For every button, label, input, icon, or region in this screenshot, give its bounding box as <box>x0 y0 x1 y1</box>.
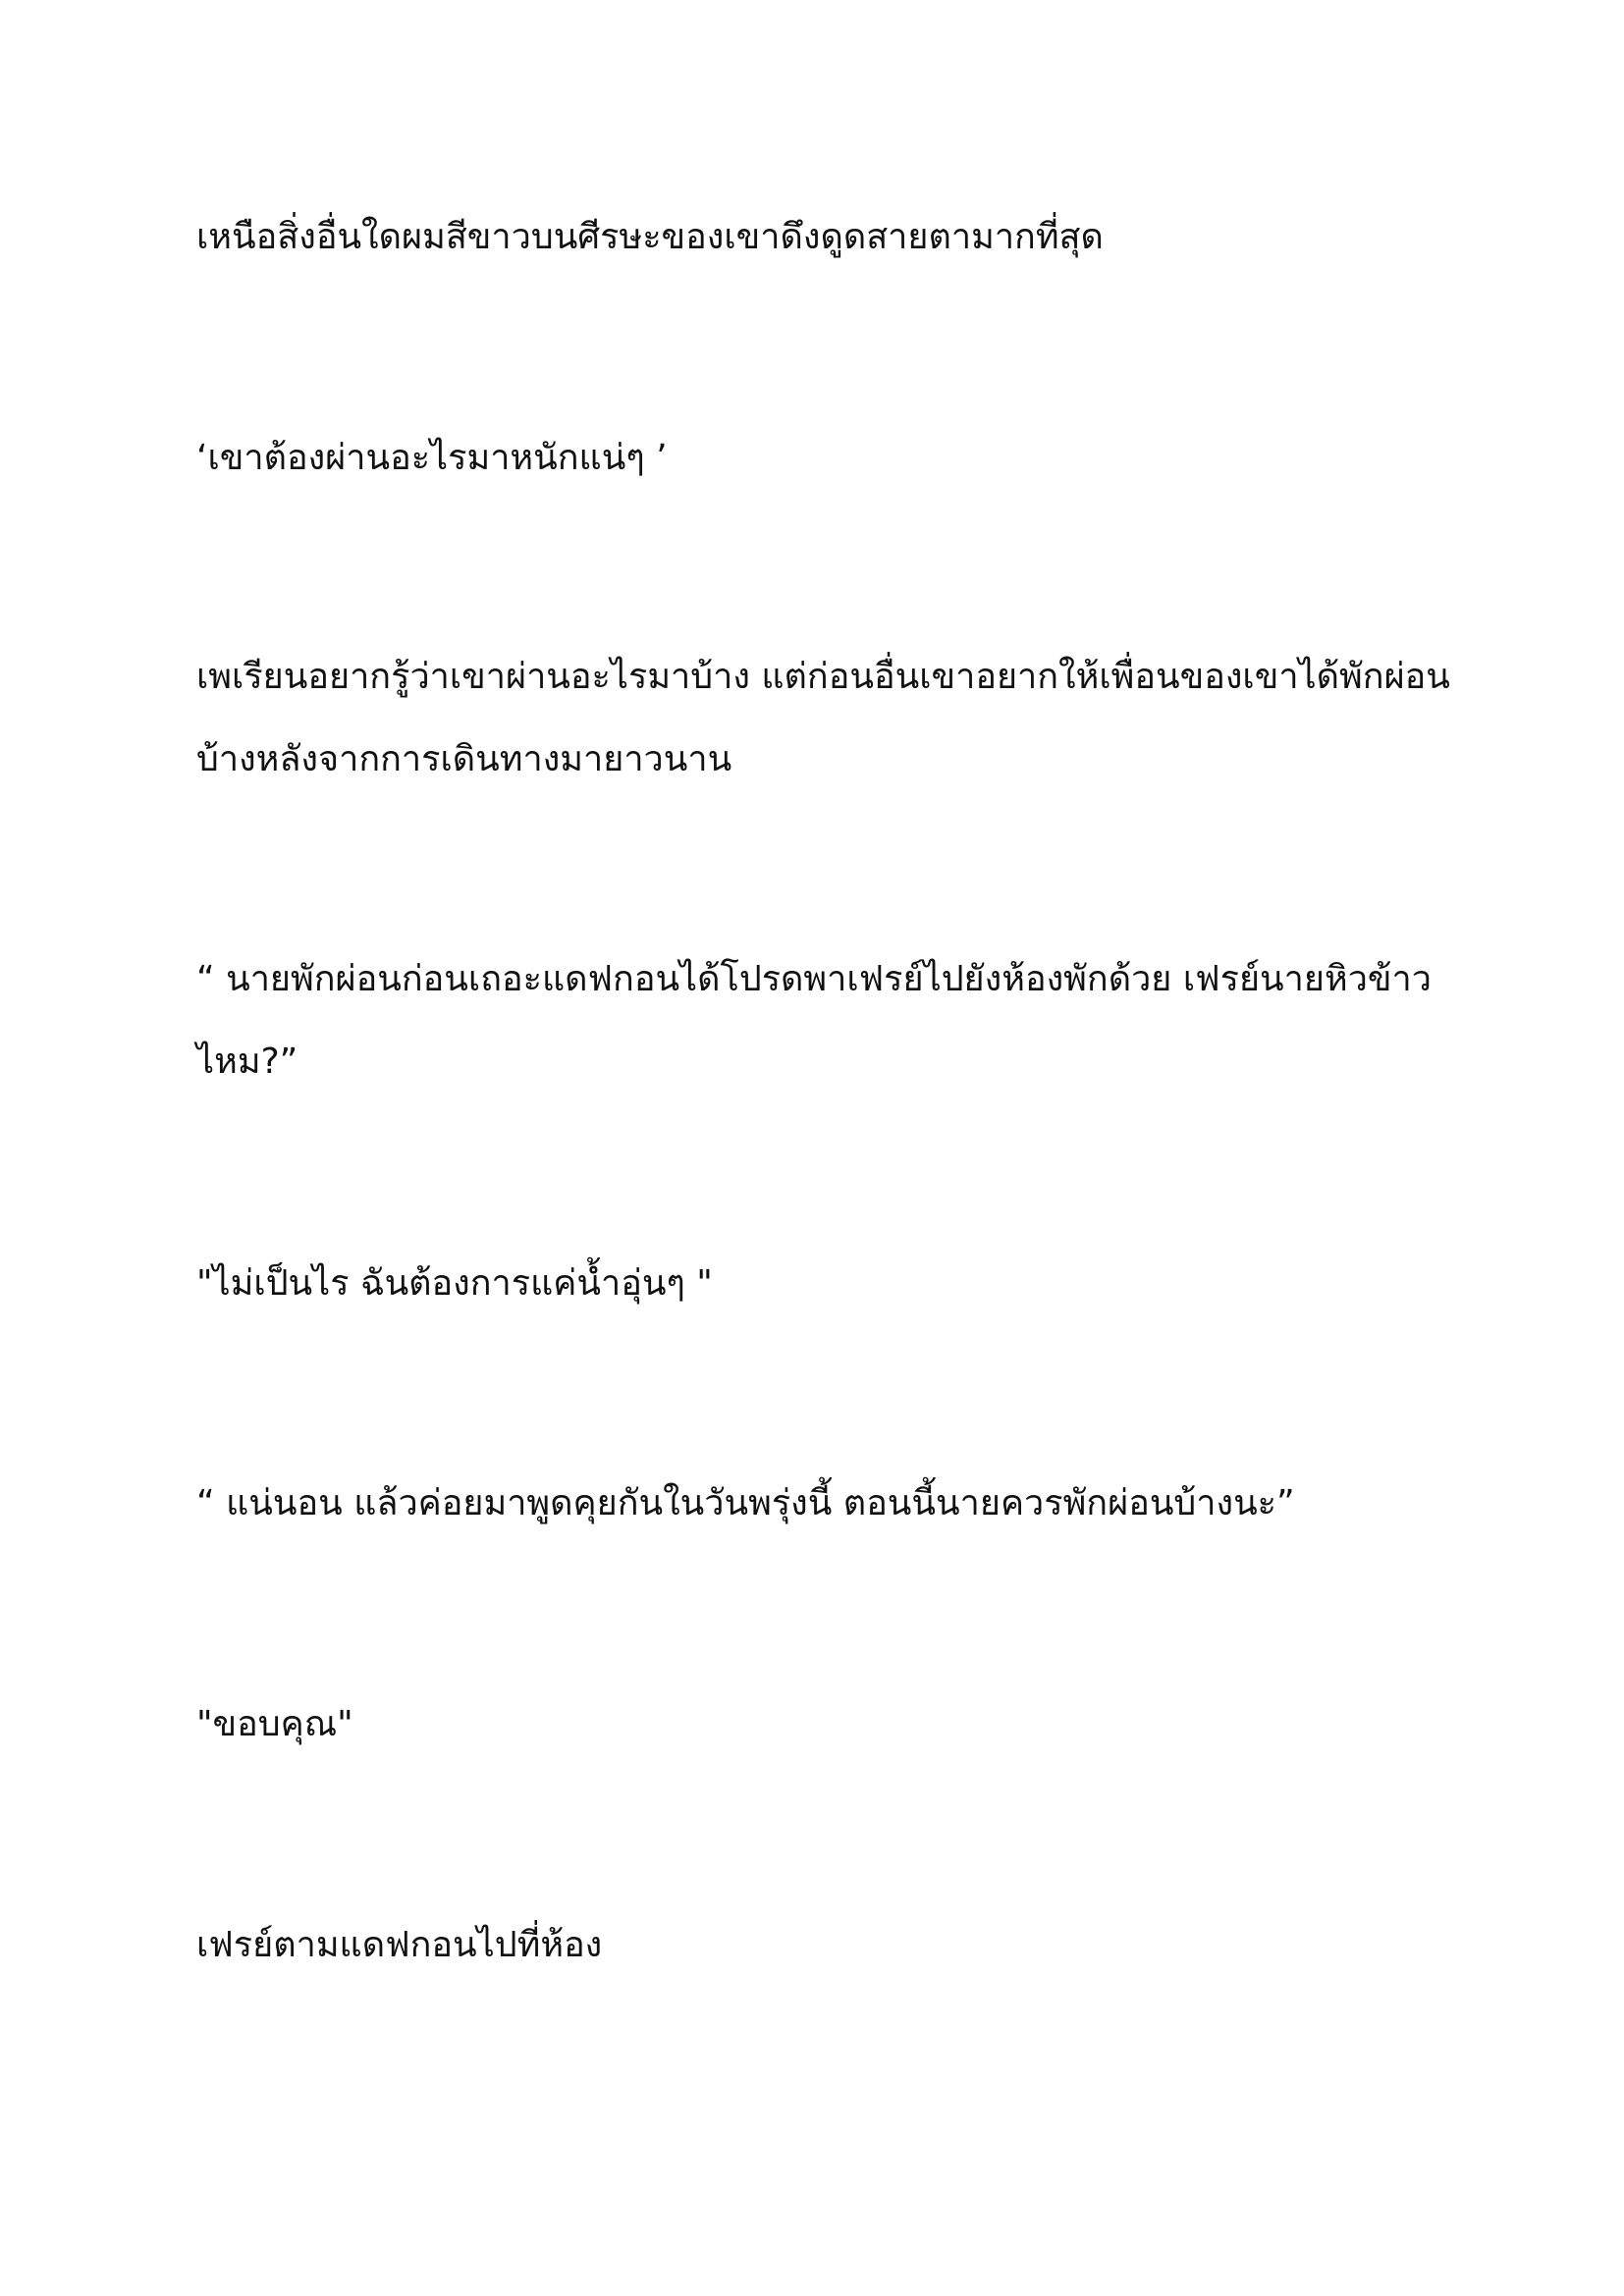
paragraph-inner-thought: ‘เขาต้องผ่านอะไรมาหนักแน่ๆ ’ <box>196 438 668 478</box>
paragraph-dialogue-offer: “ นายพักผ่อนก่อนเถอะแดฟกอนได้โปรดพาเฟรย์ไปยังห้องพักด้วย เฟรย์นายหิวข้าวไหม?” <box>196 959 1432 1082</box>
paragraph-narration-follow: เฟรย์ตามแดฟกอนไปที่ห้อง <box>196 1925 603 1965</box>
paragraph-dialogue-tomorrow: “ แน่นอน แล้วค่อยมาพูดคุยกันในวันพรุ่งนี้ ตอนนี้นายควรพักผ่อนบ้างนะ” <box>196 1483 1295 1523</box>
paragraph-narration-white-hair: เหนือสิ่งอื่นใดผมสีขาวบนศีรษะของเขาดึงดูดสายตามากที่สุด <box>196 217 1104 257</box>
paragraph-dialogue-warm-water: "ไม่เป็นไร ฉันต้องการแค่น้ำอุ่นๆ " <box>196 1263 713 1304</box>
paragraph-dialogue-thanks: "ขอบคุณ" <box>196 1704 353 1744</box>
paragraph-narration-rest: เพเรียนอยากรู้ว่าเขาผ่านอะไรมาบ้าง แต่ก่อนอื่นเขาอยากให้เพื่อนของเขาได้พักผ่อนบ้างหลังจากการเดินทางมายาวนาน <box>196 657 1450 779</box>
